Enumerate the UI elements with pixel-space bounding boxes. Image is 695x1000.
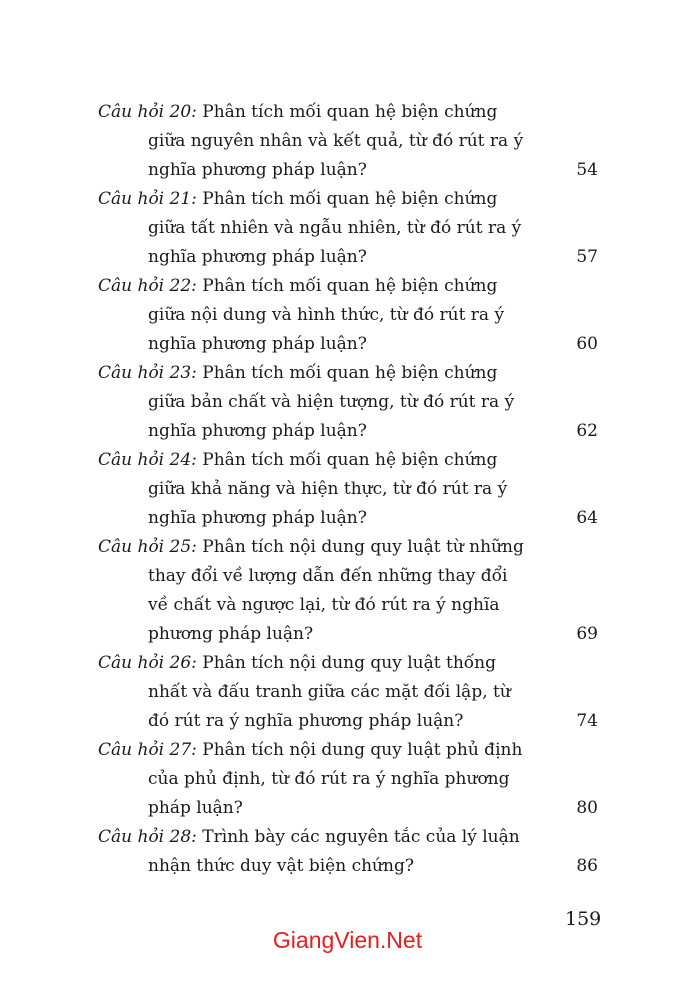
toc-entry-text: Phân tích mối quan hệ biện chứng bbox=[202, 276, 498, 296]
toc-entry-text: giữa tất nhiên và ngẫu nhiên, từ đó rút ra ý bbox=[148, 218, 522, 238]
toc-entry-text: pháp luận? bbox=[148, 798, 243, 818]
toc-entry-page: 62 bbox=[576, 421, 598, 441]
toc-entry-label: Câu hỏi 22: bbox=[98, 276, 197, 296]
toc-entry-text: Phân tích mối quan hệ biện chứng bbox=[202, 102, 498, 122]
toc-entry-text: giữa khả năng và hiện thực, từ đó rút ra ý bbox=[148, 479, 508, 499]
toc-entry-page: 69 bbox=[576, 624, 598, 644]
page-number: 159 bbox=[565, 908, 602, 930]
toc-entry-page: 57 bbox=[576, 247, 598, 267]
toc-entry-text: Phân tích nội dung quy luật thống bbox=[202, 653, 497, 673]
toc-entry-text: thay đổi về lượng dẫn đến những thay đổi bbox=[148, 566, 508, 586]
toc-entry-text: Phân tích mối quan hệ biện chứng bbox=[202, 450, 498, 470]
toc-entry-text: nghĩa phương pháp luận? bbox=[148, 247, 367, 267]
toc-entry-text: giữa nội dung và hình thức, từ đó rút ra ý bbox=[148, 305, 505, 325]
table-of-contents bbox=[98, 98, 598, 881]
toc-entry-text: nhất và đấu tranh giữa các mặt đối lập, từ bbox=[148, 682, 511, 702]
toc-entry-label: Câu hỏi 25: bbox=[98, 537, 197, 557]
toc-entry-label: Câu hỏi 28: bbox=[98, 827, 197, 847]
toc-entry-label: Câu hỏi 27: bbox=[98, 740, 197, 760]
toc-entry bbox=[98, 185, 598, 272]
toc-entry-text: nghĩa phương pháp luận? bbox=[148, 160, 367, 180]
toc-entry bbox=[98, 446, 598, 533]
toc-entry bbox=[98, 649, 598, 736]
toc-entry-text: nghĩa phương pháp luận? bbox=[148, 421, 367, 441]
toc-entry-text: Trình bày các nguyên tắc của lý luận bbox=[202, 827, 520, 847]
toc-entry-text: Phân tích nội dung quy luật phủ định bbox=[202, 740, 523, 760]
toc-entry-page: 74 bbox=[576, 711, 598, 731]
toc-entry-label: Câu hỏi 24: bbox=[98, 450, 197, 470]
toc-entry bbox=[98, 98, 598, 185]
toc-entry-text: Phân tích nội dung quy luật từ những bbox=[202, 537, 524, 557]
toc-entry-label: Câu hỏi 23: bbox=[98, 363, 197, 383]
toc-entry bbox=[98, 823, 598, 881]
toc-entry-label: Câu hỏi 26: bbox=[98, 653, 197, 673]
toc-entry-text: nghĩa phương pháp luận? bbox=[148, 334, 367, 354]
toc-entry-page: 60 bbox=[576, 334, 598, 354]
toc-entry-text: nghĩa phương pháp luận? bbox=[148, 508, 367, 528]
toc-entry bbox=[98, 736, 598, 823]
toc-entry-text: giữa nguyên nhân và kết quả, từ đó rút ra ý bbox=[148, 131, 524, 151]
toc-entry-text: về chất và ngược lại, từ đó rút ra ý nghĩa bbox=[148, 595, 500, 615]
toc-entry-page: 54 bbox=[576, 160, 598, 180]
toc-entry-text: Phân tích mối quan hệ biện chứng bbox=[202, 189, 498, 209]
toc-entry-text: của phủ định, từ đó rút ra ý nghĩa phương bbox=[148, 769, 510, 789]
toc-entry bbox=[98, 272, 598, 359]
toc-entry-page: 64 bbox=[576, 508, 598, 528]
toc-entry bbox=[98, 533, 598, 649]
toc-entry-page: 86 bbox=[576, 856, 598, 876]
toc-entry-text: nhận thức duy vật biện chứng? bbox=[148, 856, 414, 876]
toc-entry-text: Phân tích mối quan hệ biện chứng bbox=[202, 363, 498, 383]
watermark: GiangVien.Net bbox=[272, 927, 423, 953]
toc-entry-text: đó rút ra ý nghĩa phương pháp luận? bbox=[148, 711, 464, 731]
toc-entry-text: giữa bản chất và hiện tượng, từ đó rút ra ý bbox=[148, 392, 515, 412]
toc-entry-text: phương pháp luận? bbox=[148, 624, 314, 644]
toc-entry-label: Câu hỏi 21: bbox=[98, 189, 197, 209]
toc-entry-label: Câu hỏi 20: bbox=[98, 102, 197, 122]
toc-entry bbox=[98, 359, 598, 446]
toc-entry-page: 80 bbox=[576, 798, 598, 818]
